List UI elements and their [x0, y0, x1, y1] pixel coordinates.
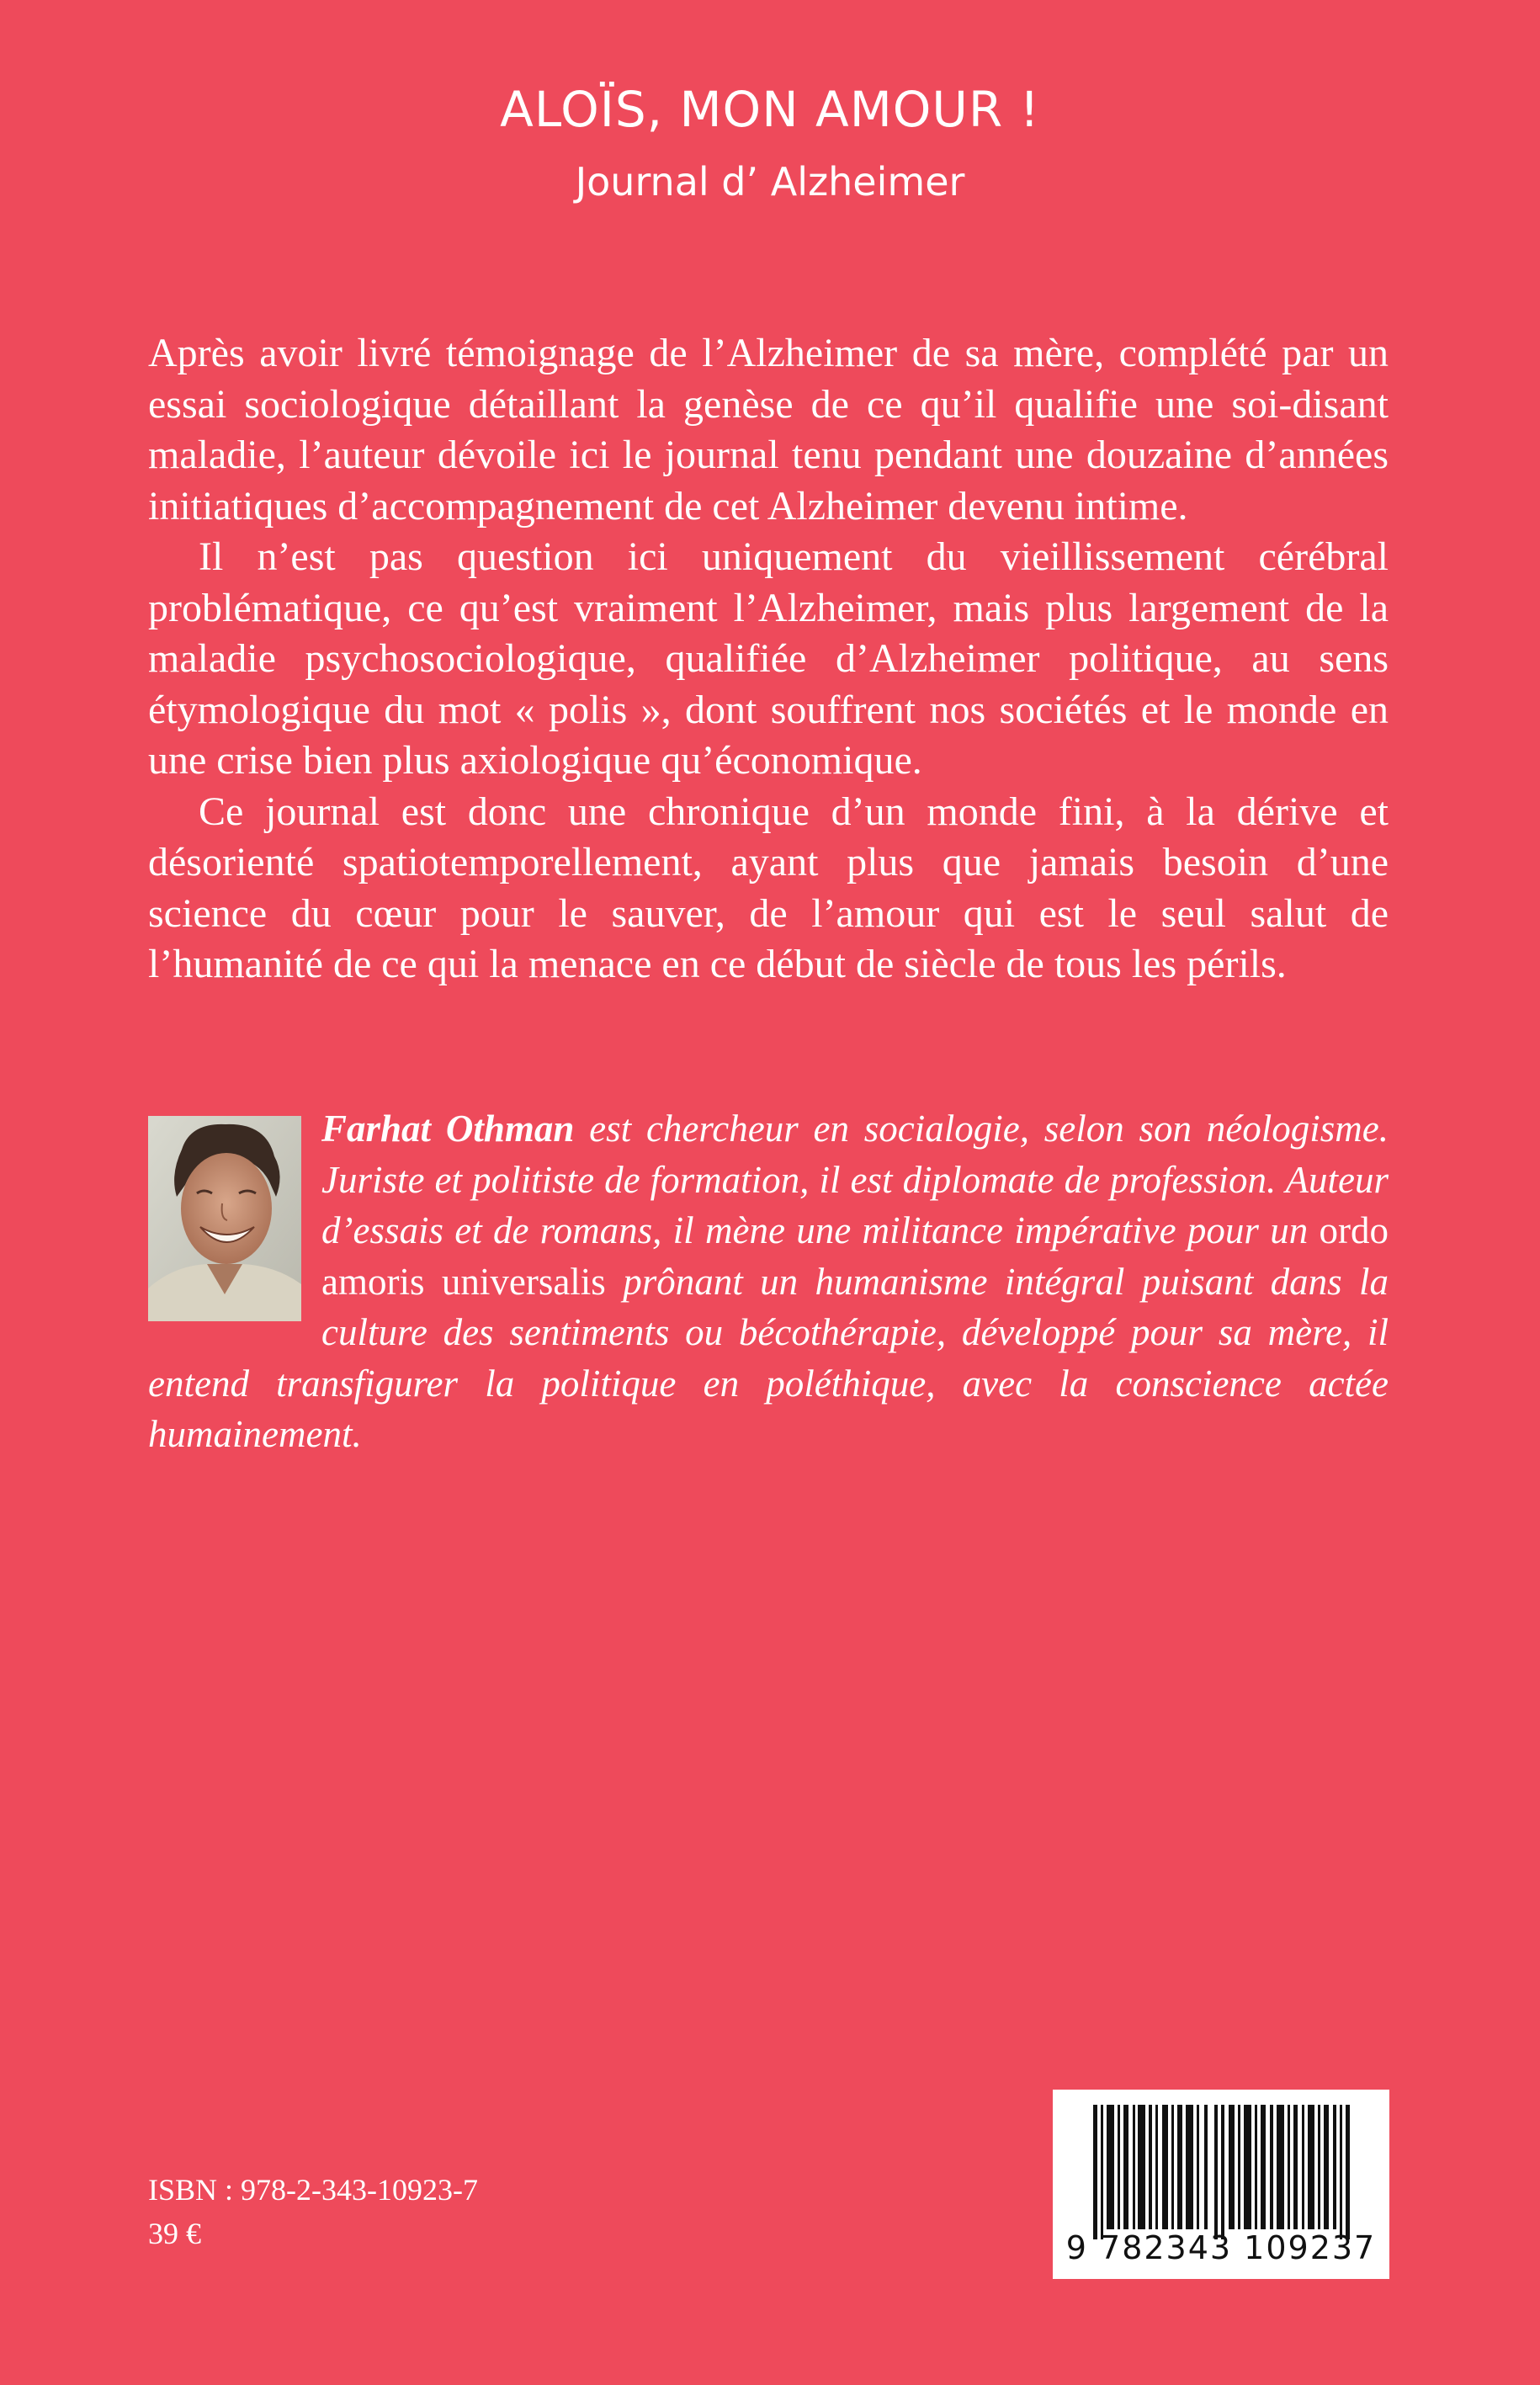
author-name: Farhat Othman [321, 1108, 575, 1150]
book-subtitle: Journal d’ Alzheimer [575, 159, 965, 205]
author-bio-text: est chercheur en socialogie, selon son néologisme. Juriste et politiste de formation, il est diplomate de profession. Auteur d’essais et de romans, il mène une militance impérative pour un [321, 1108, 1389, 1251]
barcode-digits: 9 782343 109237 [1065, 2229, 1377, 2266]
photo-spacer [148, 1103, 321, 1314]
book-title: ALOÏS, MON AMOUR ! [500, 81, 1040, 138]
isbn: ISBN : 978-2-343-10923-7 [148, 2173, 478, 2207]
summary-paragraph: Il n’est pas question ici uniquement du vieillissement cérébral problématique, ce qu’est vraiment l’Alzheimer, mais plus largement de la maladie psychosociologique, qualifiée d’Alzheimer politique, au sens étymologique du mot « polis », dont souffrent nos sociétés et le monde en une crise bien plus axiologique qu’économique. [148, 534, 1389, 783]
barcode [1053, 2090, 1389, 2279]
summary-paragraph: Après avoir livré témoignage de l’Alzheimer de sa mère, complété par un essai sociologique détaillant la genèse de ce qu’il qualifie une soi-disant maladie, l’auteur dévoile ici le journal tenu pendant une douzaine d’années initiatiques d’accompagnement de cet Alzheimer devenu intime. [148, 331, 1389, 529]
author-bio [148, 1103, 1389, 1460]
author-bio-latin: ordo amoris universalis [321, 1209, 1389, 1303]
summary-text [148, 328, 1389, 991]
author-bio-text: prônant un humanisme intégral puisant dans la culture des sentiments ou bécothérapie, développé pour sa mère, il entend transfigurer la politique en poléthique, avec la conscience actée humainement. [148, 1260, 1389, 1455]
price: 39 € [148, 2217, 201, 2250]
summary-paragraph: Ce journal est donc une chronique d’un monde fini, à la dérive et désorienté spatiotemporellement, ayant plus que jamais besoin d’une science du cœur pour le sauver, de l’amour qui est le seul salut de l’humanité de ce qui la menace en ce début de siècle de tous les périls. [148, 789, 1389, 986]
